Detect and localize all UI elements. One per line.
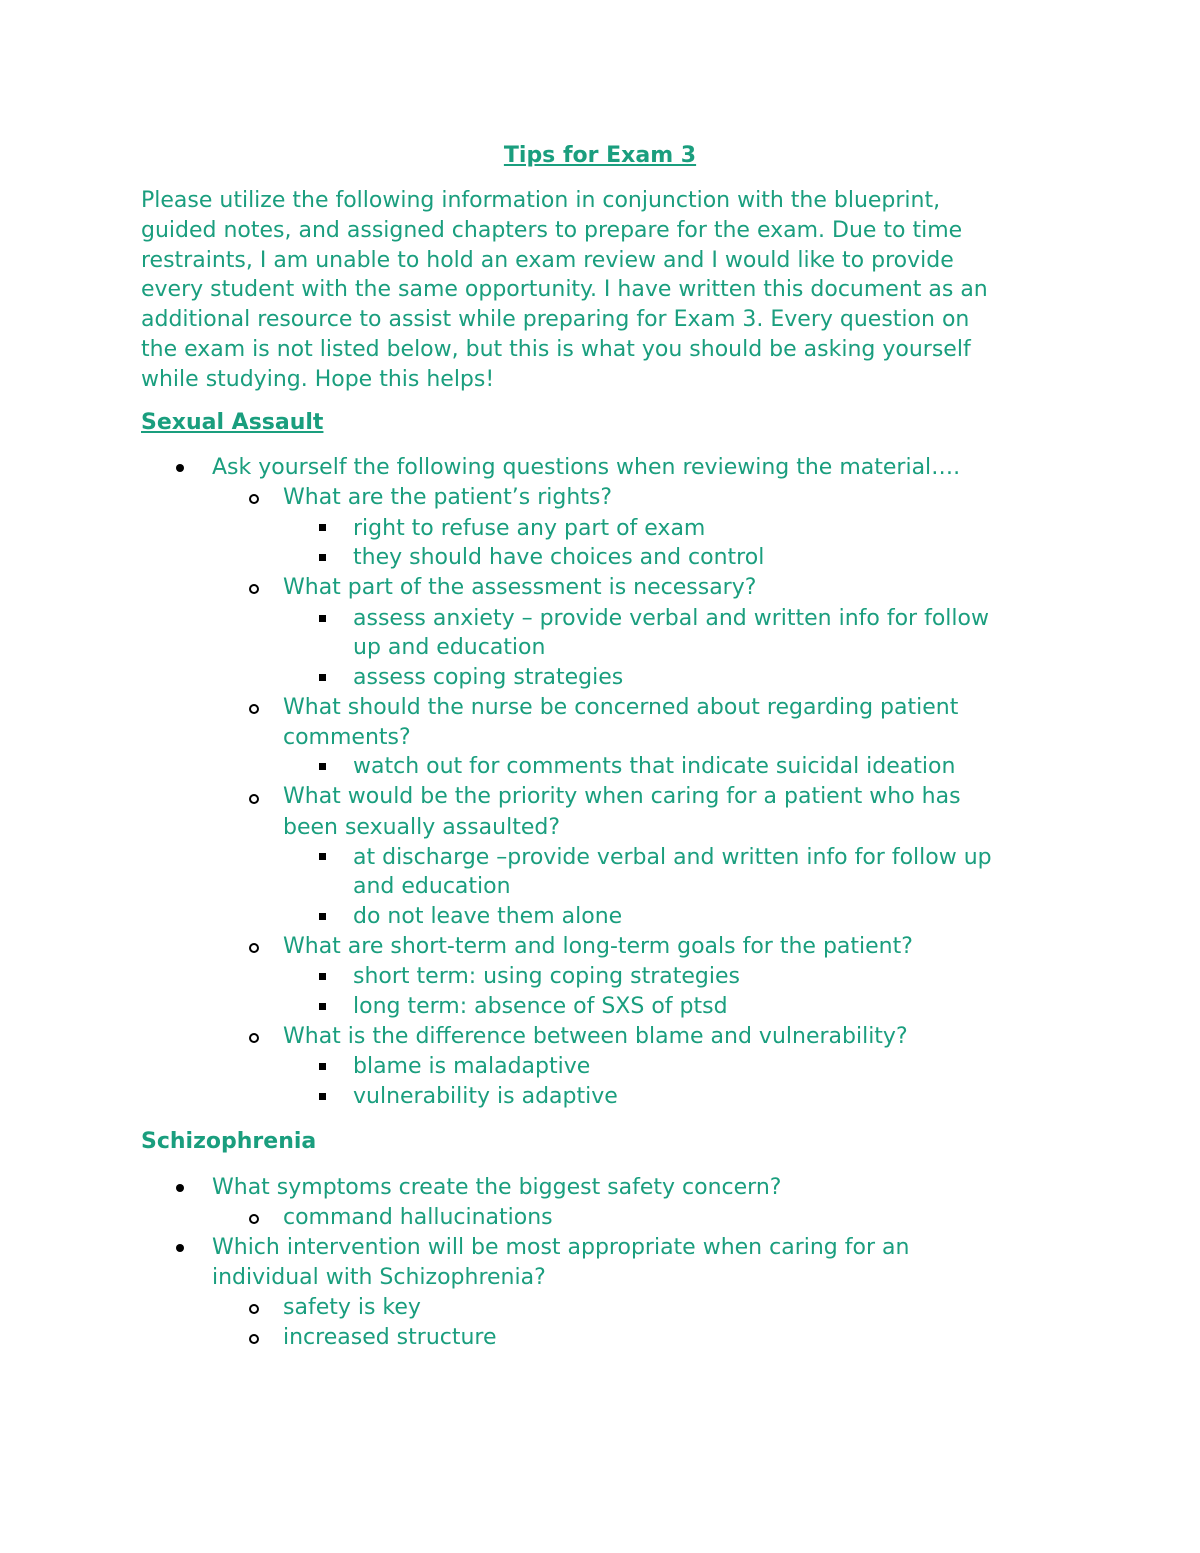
list-item: watch out for comments that indicate suicidal ideation xyxy=(353,754,956,779)
bullet-circle-icon xyxy=(249,794,259,804)
bullet-square-icon xyxy=(319,615,326,622)
list-item: short term: using coping strategies xyxy=(353,964,740,989)
list-item: What are short-term and long-term goals for the patient? xyxy=(283,934,913,959)
list-item: safety is key xyxy=(283,1295,421,1320)
bullet-circle-icon xyxy=(249,1334,259,1344)
bullet-square-icon xyxy=(319,1093,326,1100)
list-item-continuation: up and education xyxy=(353,635,546,660)
list-item: increased structure xyxy=(283,1325,497,1350)
list-item: What are the patient’s rights? xyxy=(283,485,613,510)
bullet-square-icon xyxy=(319,524,326,531)
intro-line: restraints, I am unable to hold an exam review and I would like to provide xyxy=(141,247,954,273)
bullet-square-icon xyxy=(319,1003,326,1010)
list-item-continuation: individual with Schizophrenia? xyxy=(212,1265,546,1290)
bullet-circle-icon xyxy=(249,1304,259,1314)
list-item: assess anxiety – provide verbal and written info for follow xyxy=(353,606,989,631)
bullet-square-icon xyxy=(319,853,326,860)
page-title: Tips for Exam 3 xyxy=(503,143,697,168)
bullet-circle-icon xyxy=(249,494,259,504)
list-item: at discharge –provide verbal and written info for follow up xyxy=(353,845,992,870)
bullet-square-icon xyxy=(319,554,326,561)
list-item: What part of the assessment is necessary? xyxy=(283,575,757,600)
list-item: command hallucinations xyxy=(283,1205,553,1230)
intro-line: while studying. Hope this helps! xyxy=(141,366,495,392)
list-item: assess coping strategies xyxy=(353,665,624,690)
bullet-square-icon xyxy=(319,913,326,920)
list-item: What is the difference between blame and vulnerability? xyxy=(283,1024,908,1049)
list-item: What would be the priority when caring for a patient who has xyxy=(283,784,961,809)
intro-line: the exam is not listed below, but this is what you should be asking yourself xyxy=(141,336,971,362)
list-item: What should the nurse be concerned about regarding patient xyxy=(283,695,959,720)
section-heading-sexual-assault: Sexual Assault xyxy=(141,410,324,435)
intro-line: Please utilize the following information in conjunction with the blueprint, xyxy=(141,188,941,213)
intro-paragraph xyxy=(141,186,1071,395)
bullet-square-icon xyxy=(319,973,326,980)
bullet-circle-icon xyxy=(249,584,259,594)
list-item: they should have choices and control xyxy=(353,545,765,570)
list-item: Which intervention will be most appropriate when caring for an xyxy=(212,1235,910,1260)
bullet-disc-icon xyxy=(176,464,184,472)
bullet-square-icon xyxy=(319,674,326,681)
list-item-continuation: and education xyxy=(353,874,511,899)
list-item: What symptoms create the biggest safety concern? xyxy=(212,1175,782,1200)
list-item: blame is maladaptive xyxy=(353,1054,591,1079)
bullet-circle-icon xyxy=(249,704,259,714)
intro-line: every student with the same opportunity. I have written this document as an xyxy=(141,277,988,303)
section-heading-schizophrenia: Schizophrenia xyxy=(141,1129,317,1154)
bullet-disc-icon xyxy=(176,1244,184,1252)
bullet-circle-icon xyxy=(249,1214,259,1224)
bullet-square-icon xyxy=(319,1063,326,1070)
intro-line: guided notes, and assigned chapters to prepare for the exam. Due to time xyxy=(141,217,963,243)
list-item: vulnerability is adaptive xyxy=(353,1084,618,1109)
bullet-circle-icon xyxy=(249,943,259,953)
list-item: Ask yourself the following questions when reviewing the material…. xyxy=(212,455,961,480)
list-item-continuation: been sexually assaulted? xyxy=(283,815,561,840)
list-item: right to refuse any part of exam xyxy=(353,516,706,541)
bullet-circle-icon xyxy=(249,1033,259,1043)
bullet-square-icon xyxy=(319,763,326,770)
list-item: long term: absence of SXS of ptsd xyxy=(353,994,728,1019)
bullet-disc-icon xyxy=(176,1184,184,1192)
intro-line: additional resource to assist while preparing for Exam 3. Every question on xyxy=(141,307,970,333)
list-item-continuation: comments? xyxy=(283,725,411,750)
list-item: do not leave them alone xyxy=(353,904,623,929)
